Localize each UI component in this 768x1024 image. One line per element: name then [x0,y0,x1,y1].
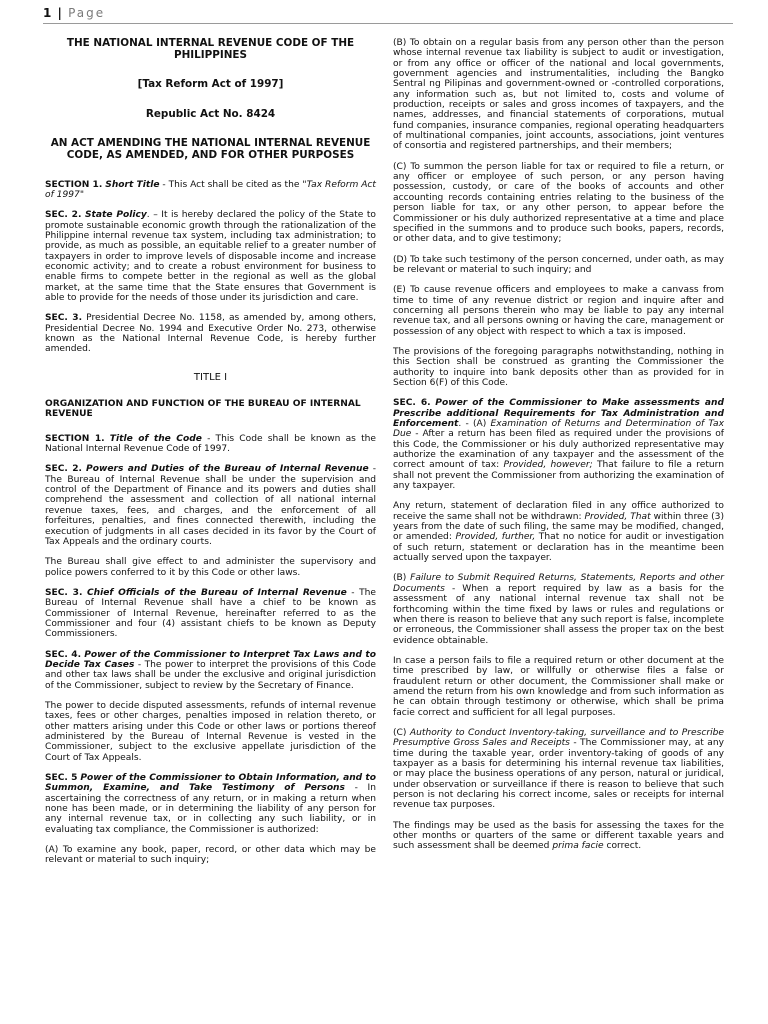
section-3-amendment: SEC. 3. Presidential Decree No. 1158, as amended by, among others, Presidential Decree No. 1994 and Executive Order No. 273, otherwise known as the National Internal Revenue Code, is hereby further amended. [45,313,377,355]
section-6-c: (C) Authority to Conduct Inventory-taking, surveillance and to Prescribe Presumptive Gross Sales and Receipts - The Commissioner may, at any time during the taxable year, order inventory-taking of goods of any taxpayer as a basis for determining his internal revenue tax liabilities, or may place the business operations of any person, natural or juridical, under observation or surveillance if there is reason to believe that such person is not declaring his correct income, sales or receipts for internal revenue tax purposes. [393,727,724,811]
item-c: (C) To summon the person liable for tax or required to file a return, or any officer or employee of such person, or any person having possession, custody, or care of the books of accounts and other accounting records containing entries relating to the business of the person liable for tax, or any other person, to appear before the Commissioner or his duly authorized representative at a time and place specified in the summons and to produce such books, papers, records, or other data, and to give testimony; [393,161,724,245]
page-separator: | [52,6,69,20]
page-header [43,6,733,24]
title-section-4-paragraph: The power to decide disputed assessments, refunds of internal revenue taxes, fees or other charges, penalties imposed in relation thereto, or other matters arising under this Code or other laws or portions thereof administered by the Bureau of Internal Revenue is vested in the Commissioner, subject to the exclusive appellate jurisdiction of the Court of Tax Appeals. [45,700,376,763]
section-6: SEC. 6. Power of the Commissioner to Make assessments and Prescribe additional Requirements for Tax Administration and Enforcement. - (A) Examination of Returns and Determination of Tax Due - After a return has been filed as required under the provisions of this Code, the Commissioner or his duly authorized representative may authorize the examination of any taxpayer and the assessment of the correct amount of tax: Provided, however; That failure to file a return shall not prevent the Commissioner from authorizing the examination of any taxpayer. [393,398,724,492]
title-section-5-item-a: (A) To examine any book, paper, record, or other data which may be relevant or material to such inquiry; [45,845,376,866]
title-i-heading: TITLE I [193,371,228,383]
page-number: 1 [43,6,53,20]
title-section-4: SEC. 4. Power of the Commissioner to Interpret Tax Laws and to Decide Tax Cases - The power to interpret the provisions of this Code and other tax laws shall be under the exclusive and original jurisdiction of the Commissioner, subject to review by the Secretary of Finance. [45,649,376,691]
item-b: (B) To obtain on a regular basis from any person other than the person whose internal revenue tax liability is subject to audit or investigation, or from any office or officer of the national and local governments, government agencies and instrumentalities, including the Bangko Sentral ng Pilipinas and government-owned or -controlled corporations, any information such as, but not limited to, costs and volume of production, receipts or sales and gross incomes of taxpayers, and the names, addresses, and financial statements of corporations, mutual fund companies, insurance companies, regional operating headquarters of multinational companies, joint accounts, associations, joint ventures of consortia and registered partnerships, and their members; [393,38,724,152]
document-subtitle: [Tax Reform Act of 1997] [137,78,284,91]
findings-paragraph: The findings may be used as the basis for assessing the taxes for the other months or quarters of the same or different taxable years and such assessment shall be deemed prima facie correct. [393,820,724,852]
failure-paragraph: In case a person fails to file a required return or other document at the time prescribed by law, or willfully or otherwise files a false or fraudulent return or other document, the Commissioner shall make or amend the return from his own knowledge and from such information as he can obtain through testimony or otherwise, which shall be prima facie correct and sufficient for all legal purposes. [393,655,724,718]
title-section-5: SEC. 5 Power of the Commissioner to Obtain Information, and to Summon, Examine, and Take Testimony of Persons - In ascertaining the correctness of any return, or in making a return when none has been made, or in determining the liability of any person for any internal revenue tax, or in collecting any such liability, or in evaluating tax compliance, the Commissioner is authorized: [45,773,376,835]
item-e: (E) To cause revenue officers and employees to make a canvass from time to time of any revenue district or region and inquire after and concerning all persons therein who may be liable to pay any internal revenue tax, and all persons owning or having the care, management or possession of any object with respect to which a tax is imposed. [393,285,724,337]
title-section-3: SEC. 3. Chief Officials of the Bureau of Internal Revenue - The Bureau of Internal Revenue shall have a chief to be known as Commissioner of Internal Revenue, hereinafter referred to as the Commissioner and four (4) assistant chiefs to be known as Deputy Commissioners. [45,587,376,640]
section-6-b: (B) Failure to Submit Required Returns, Statements, Reports and other Documents - When a report required by law as a basis for the assessment of any national internal revenue tax shall not be forthcoming within the time fixed by laws or rules and regulations or when there is reason to believe that any such report is false, incomplete or erroneous, the Commissioner shall assess the proper tax on the best evidence obtainable. [393,573,724,646]
republic-act-number: Republic Act No. 8424 [145,107,276,120]
page-word: Page [68,6,106,20]
right-column [393,38,724,862]
document-title: THE NATIONAL INTERNAL REVENUE CODE OF THE PHILIPPINES [66,37,355,61]
act-title: AN ACT AMENDING THE NATIONAL INTERNAL REVENUE CODE, AS AMENDED, AND FOR OTHER PURPOSES [50,137,371,161]
provisions-paragraph: The provisions of the foregoing paragraphs notwithstanding, nothing in this Section shall be construed as granting the Commissioner the authority to inquire into bank deposits other than as provided for in Section 6(F) of this Code. [393,346,724,388]
title-section-1: SECTION 1. Title of the Code - This Code shall be known as the National Internal Revenue Code of 1997. [45,433,376,455]
title-section-2: SEC. 2. Powers and Duties of the Bureau of Internal Revenue - The Bureau of Internal Revenue shall be under the supervision and control of the Department of Finance and its powers and duties shall comprehend the assessment and collection of all national internal revenue taxes, fees, and charges, and the enforcement of all forfeitures, penalties, and fines connected therewith, including the execution of judgments in all cases decided in its favor by the Court of Tax Appeals and the ordinary courts. [45,464,376,547]
item-d: (D) To take such testimony of the person concerned, under oath, as may be relevant or material to such inquiry; and [393,254,724,275]
title-section-2-paragraph: The Bureau shall give effect to and administer the supervisory and police powers conferred to it by this Code or other laws. [45,557,376,578]
any-return-paragraph: Any return, statement of declaration filed in any office authorized to receive the same shall not be withdrawn: Provided, That within three (3) years from the date of such filing, the same may be modified, changed, or amended: Provided, further, That no notice for audit or investigation of such return, statement or declaration has in the meantime been actually served upon the taxpayer. [393,501,724,564]
section-1-short-title: SECTION 1. Short Title - This Act shall be cited as the "Tax Reform Act of 1997" [45,179,376,200]
left-column [45,38,376,876]
organization-heading: ORGANIZATION AND FUNCTION OF THE BUREAU OF INTERNAL REVENUE [45,399,361,420]
section-2-state-policy: SEC. 2. State Policy. – It is hereby declared the policy of the State to promote sustainable economic growth through the rationalization of the Philippine internal revenue tax system, including tax administration; to provide, as much as possible, an equitable relief to a greater number of taxpayers in order to improve levels of disposable income and increase economic activity; and to create a robust environment for business to enable firms to compete better in the regional as well as the global market, at the same time that the State ensures that Government is able to provide for the needs of those under its jurisdiction and care. [45,210,376,303]
